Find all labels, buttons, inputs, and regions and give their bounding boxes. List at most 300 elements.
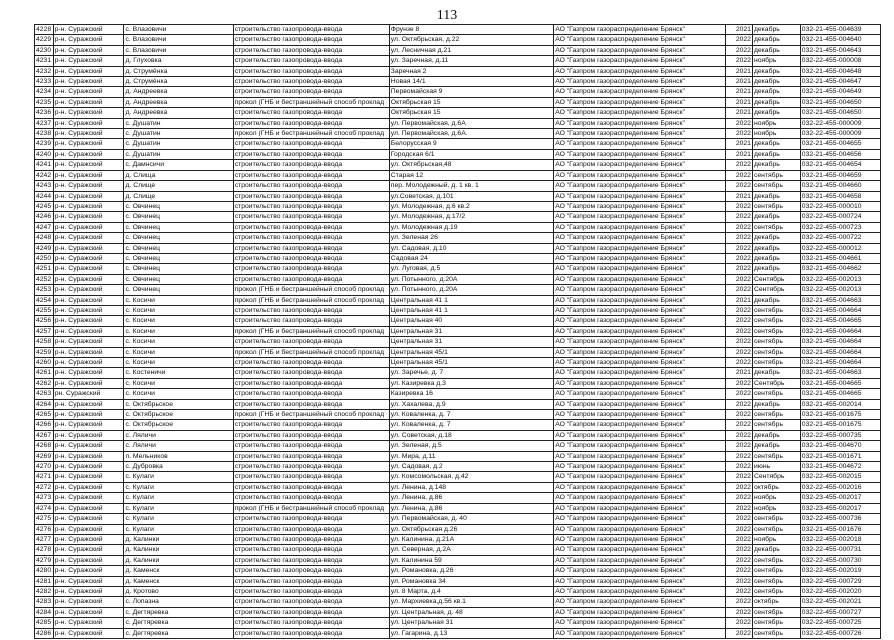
code-cell: 032-22-455-000010 (800, 201, 880, 211)
table-row (35, 482, 881, 492)
district-cell: р-н. Суражский (53, 201, 124, 211)
table-row (35, 118, 881, 128)
code-cell: 032-21-455-004664 (800, 305, 880, 315)
organization-cell: АО "Газпром газораспределение Брянск" (554, 514, 726, 524)
work-type-cell: строительство газопровода-ввода (233, 87, 389, 97)
work-type-cell: строительство газопровода-ввода (233, 56, 389, 66)
year-cell: 2022 (725, 285, 752, 295)
address-cell: ул. 8 Марта, д.4 (389, 586, 553, 596)
code-cell: 032-22-455-000009 (800, 129, 880, 139)
row-number: 4286 (35, 628, 54, 638)
district-cell: р-н. Суражский (53, 285, 124, 295)
row-number: 4239 (35, 139, 54, 149)
table-row (35, 389, 881, 399)
year-cell: 2022 (725, 233, 752, 243)
work-type-cell: строительство газопровода-ввода (233, 628, 389, 638)
month-cell: декабрь (752, 212, 800, 222)
district-cell: р-н. Суражский (53, 149, 124, 159)
organization-cell: АО "Газпром газораспределение Брянск" (554, 45, 726, 55)
district-cell: р-н. Суражский (53, 243, 124, 253)
address-cell: ул. Садовая, д.10 (389, 243, 553, 253)
month-cell: декабрь (752, 441, 800, 451)
year-cell: 2022 (725, 358, 752, 368)
month-cell: сентябрь (752, 451, 800, 461)
row-number: 4232 (35, 66, 54, 76)
code-cell: 032-21-455-004662 (800, 264, 880, 274)
month-cell: Сентябрь (752, 285, 800, 295)
row-number: 4281 (35, 576, 54, 586)
code-cell: 032-22-455-000724 (800, 212, 880, 222)
work-type-cell: строительство газопровода-ввода (233, 201, 389, 211)
month-cell: декабрь (752, 545, 800, 555)
row-number: 4278 (35, 545, 54, 555)
year-cell: 2022 (725, 451, 752, 461)
year-cell: 2022 (725, 316, 752, 326)
year-cell: 2022 (725, 118, 752, 128)
address-cell: Казиревка 16 (389, 389, 553, 399)
row-number: 4262 (35, 378, 54, 388)
table-row (35, 555, 881, 565)
year-cell: 2022 (725, 264, 752, 274)
locality-cell: д. Кротово (124, 586, 233, 596)
organization-cell: АО "Газпром газораспределение Брянск" (554, 56, 726, 66)
locality-cell: с. Овчинец (124, 253, 233, 263)
district-cell: р-н. Суражский (53, 191, 124, 201)
district-cell: р-н. Суражский (53, 347, 124, 357)
address-cell: ул. Заречная, д.11 (389, 56, 553, 66)
row-number: 4241 (35, 160, 54, 170)
organization-cell: АО "Газпром газораспределение Брянск" (554, 368, 726, 378)
locality-cell: с. Дамнсичи (124, 160, 233, 170)
year-cell: 2022 (725, 399, 752, 409)
table-row (35, 233, 881, 243)
work-type-cell: строительство газопровода-ввода (233, 108, 389, 118)
organization-cell: АО "Газпром газораспределение Брянск" (554, 191, 726, 201)
work-type-cell: прокол (ГНБ и бестраншейный способ проклад (233, 326, 389, 336)
table-row (35, 545, 881, 555)
code-cell: 032-21-455-004648 (800, 66, 880, 76)
table-row (35, 77, 881, 87)
work-type-cell: строительство газопровода-ввода (233, 233, 389, 243)
address-cell: Центральная 45/1 (389, 347, 553, 357)
locality-cell: д. Слища (124, 170, 233, 180)
year-cell: 2022 (725, 35, 752, 45)
organization-cell: АО "Газпром газораспределение Брянск" (554, 201, 726, 211)
code-cell: 032-22-455-002020 (800, 586, 880, 596)
locality-cell: с. Овчинец (124, 201, 233, 211)
locality-cell: с. Душатин (124, 129, 233, 139)
row-number: 4265 (35, 410, 54, 420)
district-cell: р-н. Суражский (53, 545, 124, 555)
district-cell: р-н. Суражский (53, 66, 124, 76)
row-number: 4256 (35, 316, 54, 326)
address-cell: ул. Казиревка д.3 (389, 378, 553, 388)
locality-cell: с. Овчинец (124, 233, 233, 243)
address-cell: Старая 12 (389, 170, 553, 180)
row-number: 4274 (35, 503, 54, 513)
year-cell: 2022 (725, 524, 752, 534)
row-number: 4236 (35, 108, 54, 118)
district-cell: р-н. Суражский (53, 441, 124, 451)
code-cell: 032-21-455-004639 (800, 25, 880, 35)
locality-cell: с. Октябрьское (124, 420, 233, 430)
month-cell: октябрь (752, 482, 800, 492)
code-cell: 032-22-455-002019 (800, 566, 880, 576)
table-row (35, 253, 881, 263)
organization-cell: АО "Газпром газораспределение Брянск" (554, 524, 726, 534)
row-number: 4237 (35, 118, 54, 128)
locality-cell: с. Овчинец (124, 243, 233, 253)
row-number: 4271 (35, 472, 54, 482)
row-number: 4269 (35, 451, 54, 461)
district-cell: р-н. Суражский (53, 160, 124, 170)
address-cell: ул. Калинина 59 (389, 555, 553, 565)
work-type-cell: строительство газопровода-ввода (233, 420, 389, 430)
district-cell: р-н. Суражский (53, 25, 124, 35)
work-type-cell: строительство газопровода-ввода (233, 514, 389, 524)
row-number: 4284 (35, 607, 54, 617)
district-cell: р-н. Суражский (53, 514, 124, 524)
table-row (35, 503, 881, 513)
district-cell: р-н. Суражский (53, 56, 124, 66)
code-cell: 032-22-455-000726 (800, 628, 880, 638)
code-cell: 032-22-455-000731 (800, 545, 880, 555)
row-number: 4235 (35, 97, 54, 107)
year-cell: 2022 (725, 410, 752, 420)
year-cell: 2022 (725, 274, 752, 284)
row-number: 4230 (35, 45, 54, 55)
locality-cell: д. Калинки (124, 545, 233, 555)
year-cell: 2022 (725, 618, 752, 628)
district-cell: р-н. Суражский (53, 462, 124, 472)
organization-cell: АО "Газпром газораспределение Брянск" (554, 77, 726, 87)
address-cell: пер. Молодежный, д. 1 кв. 1 (389, 181, 553, 191)
work-type-cell: строительство газопровода-ввода (233, 576, 389, 586)
month-cell: декабрь (752, 253, 800, 263)
year-cell: 2022 (725, 472, 752, 482)
work-type-cell: строительство газопровода-ввода (233, 170, 389, 180)
code-cell: 032-21-455-004664 (800, 347, 880, 357)
table-row (35, 149, 881, 159)
organization-cell: АО "Газпром газораспределение Брянск" (554, 378, 726, 388)
code-cell: 032-21-455-004640 (800, 35, 880, 45)
code-cell: 032-22-455-002018 (800, 534, 880, 544)
year-cell: 2022 (725, 420, 752, 430)
work-type-cell: прокол (ГНБ и бестраншейный способ проклад (233, 129, 389, 139)
table-row (35, 524, 881, 534)
month-cell: декабрь (752, 149, 800, 159)
row-number: 4273 (35, 493, 54, 503)
organization-cell: АО "Газпром газораспределение Брянск" (554, 129, 726, 139)
organization-cell: АО "Газпром газораспределение Брянск" (554, 545, 726, 555)
organization-cell: АО "Газпром газораспределение Брянск" (554, 305, 726, 315)
district-cell: р-н. Суражский (53, 253, 124, 263)
district-cell: р-н. Суражский (53, 472, 124, 482)
work-type-cell: строительство газопровода-ввода (233, 389, 389, 399)
code-cell: 032-22-455-000730 (800, 555, 880, 565)
table-row (35, 170, 881, 180)
address-cell: ул. Молодежная, д.6 кв.2 (389, 201, 553, 211)
month-cell: сентябрь (752, 305, 800, 315)
code-cell: 032-21-455-004665 (800, 389, 880, 399)
row-number: 4282 (35, 586, 54, 596)
year-cell: 2021 (725, 108, 752, 118)
table-row (35, 222, 881, 232)
table-row (35, 243, 881, 253)
row-number: 4260 (35, 358, 54, 368)
address-cell: Центральная 41 1 (389, 305, 553, 315)
address-cell: ул. Ленина, д.86 (389, 493, 553, 503)
organization-cell: АО "Газпром газораспределение Брянск" (554, 264, 726, 274)
year-cell: 2021 (725, 77, 752, 87)
district-cell: р-н. Суражский (53, 430, 124, 440)
year-cell: 2021 (725, 368, 752, 378)
row-number: 4261 (35, 368, 54, 378)
table-row (35, 534, 881, 544)
address-cell: ул.Советская, д.101 (389, 191, 553, 201)
month-cell: сентябрь (752, 170, 800, 180)
code-cell: 032-22-455-002016 (800, 482, 880, 492)
row-number: 4248 (35, 233, 54, 243)
district-cell: р-н. Суражский (53, 358, 124, 368)
locality-cell: с. Косичи (124, 389, 233, 399)
locality-cell: с. Косичи (124, 347, 233, 357)
address-cell: ул. Мархиевка,д.56 кв.1 (389, 597, 553, 607)
row-number: 4263 (35, 389, 54, 399)
organization-cell: АО "Газпром газораспределение Брянск" (554, 212, 726, 222)
month-cell: декабрь (752, 45, 800, 55)
row-number: 4255 (35, 305, 54, 315)
month-cell: сентябрь (752, 566, 800, 576)
code-cell: 032-21-455-004663 (800, 368, 880, 378)
address-cell: Центральная 40 (389, 316, 553, 326)
month-cell: декабрь (752, 264, 800, 274)
year-cell: 2022 (725, 326, 752, 336)
code-cell: 032-21-455-001671 (800, 451, 880, 461)
address-cell: Заречная 2 (389, 66, 553, 76)
district-cell: р-н. Суражский (53, 274, 124, 284)
year-cell: 2022 (725, 222, 752, 232)
locality-cell: с. Костеничи (124, 368, 233, 378)
year-cell: 2021 (725, 191, 752, 201)
work-type-cell: прокол (ГНБ и бестраншейный способ проклад (233, 285, 389, 295)
month-cell: декабрь (752, 66, 800, 76)
month-cell: сентябрь (752, 316, 800, 326)
district-cell: р-н. Суражский (53, 524, 124, 534)
organization-cell: АО "Газпром газораспределение Брянск" (554, 285, 726, 295)
district-cell: р-н. Суражский (53, 316, 124, 326)
month-cell: сентябрь (752, 410, 800, 420)
month-cell: сентябрь (752, 576, 800, 586)
locality-cell: д. Слище (124, 191, 233, 201)
organization-cell: АО "Газпром газораспределение Брянск" (554, 118, 726, 128)
work-type-cell: строительство газопровода-ввода (233, 607, 389, 617)
organization-cell: АО "Газпром газораспределение Брянск" (554, 410, 726, 420)
address-cell: ул. Лесничная д.21 (389, 45, 553, 55)
year-cell: 2021 (725, 66, 752, 76)
district-cell: р-н. Суражский (53, 618, 124, 628)
code-cell: 032-21-455-004664 (800, 337, 880, 347)
work-type-cell: строительство газопровода-ввода (233, 191, 389, 201)
month-cell: декабрь (752, 243, 800, 253)
year-cell: 2022 (725, 160, 752, 170)
locality-cell: с. Косичи (124, 378, 233, 388)
locality-cell: с. Овчинец (124, 264, 233, 274)
year-cell: 2022 (725, 576, 752, 586)
address-cell: Центральная 41 1 (389, 295, 553, 305)
year-cell: 2022 (725, 243, 752, 253)
address-cell: ул. Центральная, д. 48 (389, 607, 553, 617)
month-cell: сентябрь (752, 222, 800, 232)
work-type-cell: прокол (ГНБ и бестраншейный способ проклад (233, 347, 389, 357)
address-cell: ул. Садовая, д.2 (389, 462, 553, 472)
year-cell: 2022 (725, 181, 752, 191)
table-row (35, 576, 881, 586)
work-type-cell: строительство газопровода-ввода (233, 534, 389, 544)
table-row (35, 129, 881, 139)
locality-cell: с. Дегтяревка (124, 607, 233, 617)
district-cell: р-н. Суражский (53, 181, 124, 191)
code-cell: 032-21-455-004665 (800, 316, 880, 326)
work-type-cell: строительство газопровода-ввода (233, 264, 389, 274)
work-type-cell: строительство газопровода-ввода (233, 462, 389, 472)
address-cell: ул. Луговая, д.5 (389, 264, 553, 274)
table-row (35, 368, 881, 378)
table-row (35, 358, 881, 368)
row-number: 4280 (35, 566, 54, 576)
year-cell: 2022 (725, 378, 752, 388)
locality-cell: с. Кулаги (124, 524, 233, 534)
address-cell: ул. Хахалева, д.9 (389, 399, 553, 409)
organization-cell: АО "Газпром газораспределение Брянск" (554, 358, 726, 368)
organization-cell: АО "Газпром газораспределение Брянск" (554, 149, 726, 159)
locality-cell: п. Мельников (124, 451, 233, 461)
district-cell: р-н. Суражский (53, 399, 124, 409)
district-cell: рн. Суражский (53, 389, 124, 399)
work-type-cell: строительство газопровода-ввода (233, 253, 389, 263)
work-type-cell: строительство газопровода-ввода (233, 316, 389, 326)
month-cell: сентябрь (752, 514, 800, 524)
table-row (35, 66, 881, 76)
row-number: 4279 (35, 555, 54, 565)
table-row (35, 451, 881, 461)
district-cell: р-н. Суражский (53, 410, 124, 420)
table-row (35, 399, 881, 409)
address-cell: Центральная 31 (389, 326, 553, 336)
month-cell: сентябрь (752, 326, 800, 336)
address-cell: Центральная 45/1 (389, 358, 553, 368)
code-cell: 032-22-455-000736 (800, 514, 880, 524)
address-cell: ул. Коваленка, д. 7 (389, 410, 553, 420)
locality-cell: д. Глуховка (124, 56, 233, 66)
code-cell: 032-23-455-002017 (800, 503, 880, 513)
row-number: 4266 (35, 420, 54, 430)
year-cell: 2022 (725, 514, 752, 524)
organization-cell: АО "Газпром газораспределение Брянск" (554, 87, 726, 97)
month-cell: ноябрь (752, 118, 800, 128)
address-cell: Октябрьская 15 (389, 97, 553, 107)
organization-cell: АО "Газпром газораспределение Брянск" (554, 97, 726, 107)
locality-cell: с. Дегтяревка (124, 618, 233, 628)
year-cell: 2022 (725, 607, 752, 617)
year-cell: 2022 (725, 129, 752, 139)
organization-cell: АО "Газпром газораспределение Брянск" (554, 326, 726, 336)
address-cell: Фрунзе 8 (389, 25, 553, 35)
district-cell: р-н. Суражский (53, 597, 124, 607)
table-row (35, 462, 881, 472)
district-cell: р-н. Суражский (53, 378, 124, 388)
locality-cell: с. Дубровка (124, 462, 233, 472)
row-number: 4233 (35, 77, 54, 87)
district-cell: р-н. Суражский (53, 170, 124, 180)
row-number: 4242 (35, 170, 54, 180)
row-number: 4247 (35, 222, 54, 232)
year-cell: 2022 (725, 555, 752, 565)
month-cell: декабрь (752, 399, 800, 409)
year-cell: 2021 (725, 97, 752, 107)
locality-cell: с. Дегтяревка (124, 628, 233, 638)
organization-cell: АО "Газпром газораспределение Брянск" (554, 181, 726, 191)
row-number: 4268 (35, 441, 54, 451)
row-number: 4243 (35, 181, 54, 191)
table-row (35, 201, 881, 211)
row-number: 4238 (35, 129, 54, 139)
locality-cell: с. Косичи (124, 295, 233, 305)
work-type-cell: строительство газопровода-ввода (233, 566, 389, 576)
month-cell: декабрь (752, 25, 800, 35)
row-number: 4270 (35, 462, 54, 472)
address-cell: ул. Октябрьская, д.22 (389, 35, 553, 45)
table-row (35, 410, 881, 420)
work-type-cell: строительство газопровода-ввода (233, 118, 389, 128)
district-cell: р-н. Суражский (53, 503, 124, 513)
row-number: 4228 (35, 25, 54, 35)
month-cell: ноябрь (752, 493, 800, 503)
year-cell: 2022 (725, 482, 752, 492)
month-cell: сентябрь (752, 607, 800, 617)
table-row (35, 181, 881, 191)
address-cell: Садовая 24 (389, 253, 553, 263)
row-number: 4244 (35, 191, 54, 201)
month-cell: Сентябрь (752, 472, 800, 482)
organization-cell: АО "Газпром газораспределение Брянск" (554, 399, 726, 409)
year-cell: 2022 (725, 545, 752, 555)
address-cell: ул. Октябрьская д.26 (389, 524, 553, 534)
month-cell: ноябрь (752, 534, 800, 544)
code-cell: 032-22-455-000729 (800, 576, 880, 586)
year-cell: 2022 (725, 430, 752, 440)
code-cell: 032-21-455-004655 (800, 139, 880, 149)
locality-cell: с. Влазовичи (124, 25, 233, 35)
row-number: 4229 (35, 35, 54, 45)
organization-cell: АО "Газпром газораспределение Брянск" (554, 503, 726, 513)
table-row (35, 35, 881, 45)
locality-cell: д. Андреевка (124, 108, 233, 118)
district-cell: р-н. Суражский (53, 212, 124, 222)
table-row (35, 586, 881, 596)
organization-cell: АО "Газпром газораспределение Брянск" (554, 170, 726, 180)
work-type-cell: строительство газопровода-ввода (233, 274, 389, 284)
row-number: 4267 (35, 430, 54, 440)
month-cell: декабрь (752, 97, 800, 107)
address-cell: ул. Центральная 31 (389, 618, 553, 628)
address-cell: ул. Гагарина, д.13 (389, 628, 553, 638)
address-cell: ул. Советская, д.18 (389, 430, 553, 440)
table-row (35, 493, 881, 503)
address-cell: ул. Романовка, д.26 (389, 566, 553, 576)
work-type-cell: строительство газопровода-ввода (233, 399, 389, 409)
table-row (35, 108, 881, 118)
